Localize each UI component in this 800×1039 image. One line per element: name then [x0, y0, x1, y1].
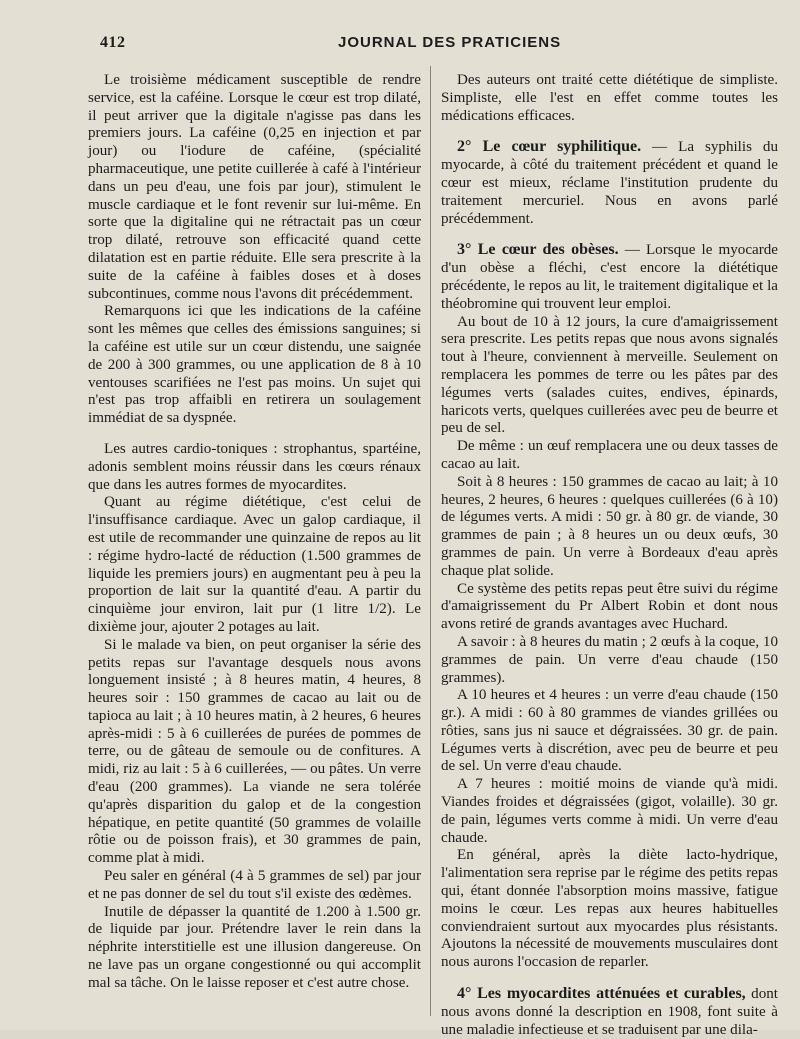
left-column — [88, 72, 421, 1012]
right-column — [441, 72, 778, 1038]
paragraph-simplistic: Des auteurs ont traité cette diététique de simpliste. Simpliste, elle l'est en effet comme toutes les médications efficaces. — [441, 72, 778, 124]
paragraph-morning: A savoir : à 8 heures du matin ; 2 œufs à la coque, 10 grammes de pain. Un verre d'eau chaude (150 grammes). — [441, 633, 778, 686]
paragraph-egg: De même : un œuf remplacera une ou deux tasses de cacao au lait. — [441, 438, 778, 472]
paragraph-small-meals: Si le malade va bien, on peut organiser la série des petits repas sur l'avantage desquels nous avons longuement insisté ; à 8 heures matin, 4 heures, 8 heures soir : 150 grammes de cacao au lait ou de tapioca au lait ; à 10 heures matin, à 2 heures, 6 heures après-midi : 5 à 6 cuillerées de purées de pommes de terre, ou de gâteau de semoule ou de confitures. A midi, riz au lait : 5 à 6 cuillerées, — ou pâtes. Un verre d'eau (200 grammes). La viande ne sera tolérée qu'après disparition du galop et de la congestion hépatique, en petite quantité (50 grammes de volaille rôtie ou de poisson frais), et 30 grammes de pain, comme plat à midi. — [88, 636, 421, 867]
paragraph-cardiotonics: Les autres cardio-toniques : strophantus, spartéine, adonis semblent moins réussir dans les cœurs rénaux que dans les autres formes de myocardites. — [88, 440, 421, 493]
section-syphilitic-heart — [441, 138, 778, 228]
paragraph-noon: A 10 heures et 4 heures : un verre d'eau chaude (150 gr.). A midi : 60 à 80 grammes de viandes grillées ou rôties, sans jus ni sauce et dégraissées. 30 gr. de pain. Légumes verts à discrétion, avec peu de beurre et peu de sel. Un verre d'eau chaude. — [441, 687, 778, 775]
paragraph-liquid: Inutile de dépasser la quantité de 1.200 à 1.500 gr. de liquide par jour. Prétendre laver le rein dans la néphrite interstitielle est une illusion dangereuse. On ne lave pas un organe congestionné ou qui accomplit mal sa tâche. On le laisse reposer et c'est autre chose. — [88, 903, 421, 991]
section-text: dont nous avons donné la description en 1908, font suite à une maladie infectieuse et se traduisent par une dila- — [441, 986, 778, 1038]
paragraph-weight-loss: Au bout de 10 à 12 jours, la cure d'amaigrissement sera prescrite. Les petits repas que nous avons signalés tout à l'heure, conviennent à merveille. Seulement on remplacera les pommes de terre ou les pâtes par des légumes verts (salades cuites, endives, épinards, haricots verts, quelques cuillerées avec peu de beurre et peu de sel. — [441, 313, 778, 437]
paragraph-salt: Peu saler en général (4 à 5 grammes de sel) par jour et ne pas donner de sel du tout s'il existe des œdèmes. — [88, 868, 421, 902]
section-title: 2° Le cœur syphilitique. — [457, 138, 642, 156]
section-mild-myocarditis — [441, 985, 778, 1039]
section-title: 4° Les myocardites atténuées et curables, — [457, 985, 746, 1003]
column-divider — [430, 66, 431, 1016]
paragraph-diet: Quant au régime diététique, c'est celui de l'insuffisance cardiaque. Avec un galop cardiaque, il est utile de recommander une quinzaine de repos au lit : régime hydro-lacté de réduction (1.500 grammes de liquide les premiers jours) en augmentant peu à peu la proportion de lait sur la quantité d'eau. A partir du cinquième jour environ, lait pur (1 litre 1/2). Le dixième jour, ajouter 2 potages au lait. — [88, 494, 421, 635]
journal-title: JOURNAL DES PRATICIENS — [338, 34, 562, 51]
paragraph-caffeine: Le troisième médicament susceptible de rendre service, est la caféine. Lorsque le cœur est trop dilaté, il peut arriver que la digitale n'agisse pas dans les premiers jours. La caféine (0,25 en injection et par jour) ou l'iodure de caféine, (spécialité pharmaceutique, une petite cuillerée à café à l'intérieur dans un peu d'eau, une fois par jour), stimulent le muscle cardiaque et le font revenir sur lui-même. En sorte que la digitaline qui ne rétractait pas un cœur trop dilaté, retrouve son efficacité quand cette dilatation est en partie réduite. Elle sera prescrite à la suite de la caféine à faibles doses et à doses subcontinues, comme nous l'avons dit précédemment. — [88, 72, 421, 302]
section-obese-heart — [441, 241, 778, 313]
paragraph-robin-regime: Ce système des petits repas peut être suivi du régime d'amaigrissement du Pr Albert Robin et dont nous avons retiré de grands avantages avec Huchard. — [441, 580, 778, 633]
section-text: — Lorsque le myocarde d'un obèse a fléchi, c'est encore la diététique précédente, le repos au lit, le traitement digitalique et la théobromine qui trouvent leur emploi. — [441, 242, 778, 312]
paragraph-evening: A 7 heures : moitié moins de viande qu'à midi. Viandes froides et dégraissées (gigot, volaille). 30 gr. de pain, légumes verts comme à midi. Un verre d'eau chaude. — [441, 776, 778, 846]
page-number: 412 — [100, 34, 126, 51]
paragraph-bloodletting: Remarquons ici que les indications de la caféine sont les mêmes que celles des émissions sanguines; si la caféine est utile sur un cœur distendu, une saignée de 200 à 300 grammes, ou une application de 8 à 10 ventouses scarifiées ne l'est pas moins. Un sujet qui n'est pas trop affaibli en retirera un soulagement immédiat de sa dyspnée. — [88, 303, 421, 427]
section-title: 3° Le cœur des obèses. — [457, 241, 619, 259]
paragraph-general: En général, après la diète lacto-hydrique, l'alimentation sera reprise par le régime des petits repas qui, étant donnée l'absorption moins massive, fatigue moins le cœur. Les repas aux heures habituelles conviendraient surtout aux myocardes plus résistants. Ajoutons la nécessité de mouvements musculaires dont nous aurons l'occasion de reparler. — [441, 847, 778, 971]
section-text: — La syphilis du myocarde, à côté du traitement précédent et quand le cœur est mieux, réclame l'institution prudente du traitement mercuriel. Nous en avons parlé précédemment. — [441, 139, 778, 227]
page-header — [0, 30, 800, 60]
paragraph-schedule: Soit à 8 heures : 150 grammes de cacao au lait; à 10 heures, 2 heures, 6 heures : quelques cuillerées (6 à 10) de légumes verts. A midi : 50 gr. à 80 gr. de viande, 30 grammes de pain ; à 8 heures un ou deux œufs, 30 grammes de pain. Un verre à Bordeaux d'eau après chaque plat solide. — [441, 473, 778, 579]
